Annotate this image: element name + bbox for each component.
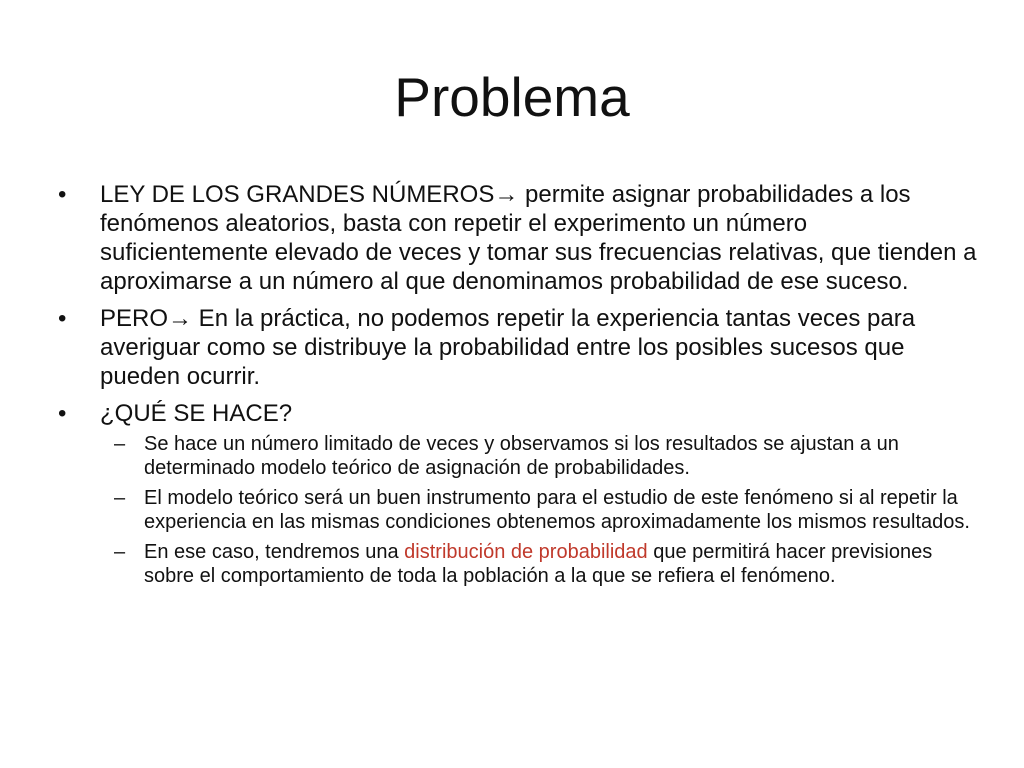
sub-bullet-text: Se hace un número limitado de veces y observamos si los resultados se ajustan a un determinado modelo teórico de asignación de probabilidades.: [144, 433, 899, 479]
sub-bullet-marker: –: [114, 541, 126, 563]
bullet-lead: LEY DE LOS GRANDES NÚMEROS: [100, 181, 495, 208]
bullet-text: permite asignar probabilidades a los fenómenos aleatorios, basta con repetir el experimento un número suficientemente elevado de veces y tomar sus frecuencias relativas, que tienden a aproximarse a un número al que denominamos probabilidad de ese suceso.: [100, 181, 977, 295]
slide-content: [58, 180, 978, 594]
bullet-text: ¿QUÉ SE HACE?: [100, 400, 293, 427]
highlight-distribucion-probabilidad: distribución de probabilidad: [404, 541, 648, 563]
bullet-pero: [58, 304, 978, 391]
sub-bullet-text-after: que permitirá hacer previsiones sobre el comportamiento de toda la población a la que se refiera el fenómeno.: [144, 541, 933, 587]
sub-bullet-numero-limitado: [58, 432, 978, 480]
sub-bullet-text-before: En ese caso, tendremos una: [144, 541, 405, 563]
sub-bullet-distribucion: [58, 540, 978, 588]
bullet-que-se-hace: [58, 399, 978, 428]
arrow-right-icon: →: [168, 305, 193, 332]
bullet-marker: •: [58, 305, 67, 332]
slide-title: Problema: [394, 66, 630, 128]
sub-bullet-marker: –: [114, 487, 126, 509]
bullet-lead: PERO: [100, 305, 169, 332]
bullet-text: En la práctica, no podemos repetir la experiencia tantas veces para averiguar como se distribuye la probabilidad entre los posibles sucesos que pueden ocurrir.: [100, 305, 916, 390]
bullet-marker: •: [58, 400, 67, 427]
arrow-right-icon: →: [494, 181, 519, 208]
sub-bullet-marker: –: [114, 433, 126, 455]
bullet-marker: •: [58, 181, 67, 208]
sub-bullet-modelo-teorico: [58, 486, 978, 534]
bullet-ley-grandes-numeros: [58, 180, 978, 296]
sub-bullet-text: El modelo teórico será un buen instrumento para el estudio de este fenómeno si al repetir la experiencia en las mismas condiciones obtenemos aproximadamente los mismos resultados.: [144, 487, 970, 533]
